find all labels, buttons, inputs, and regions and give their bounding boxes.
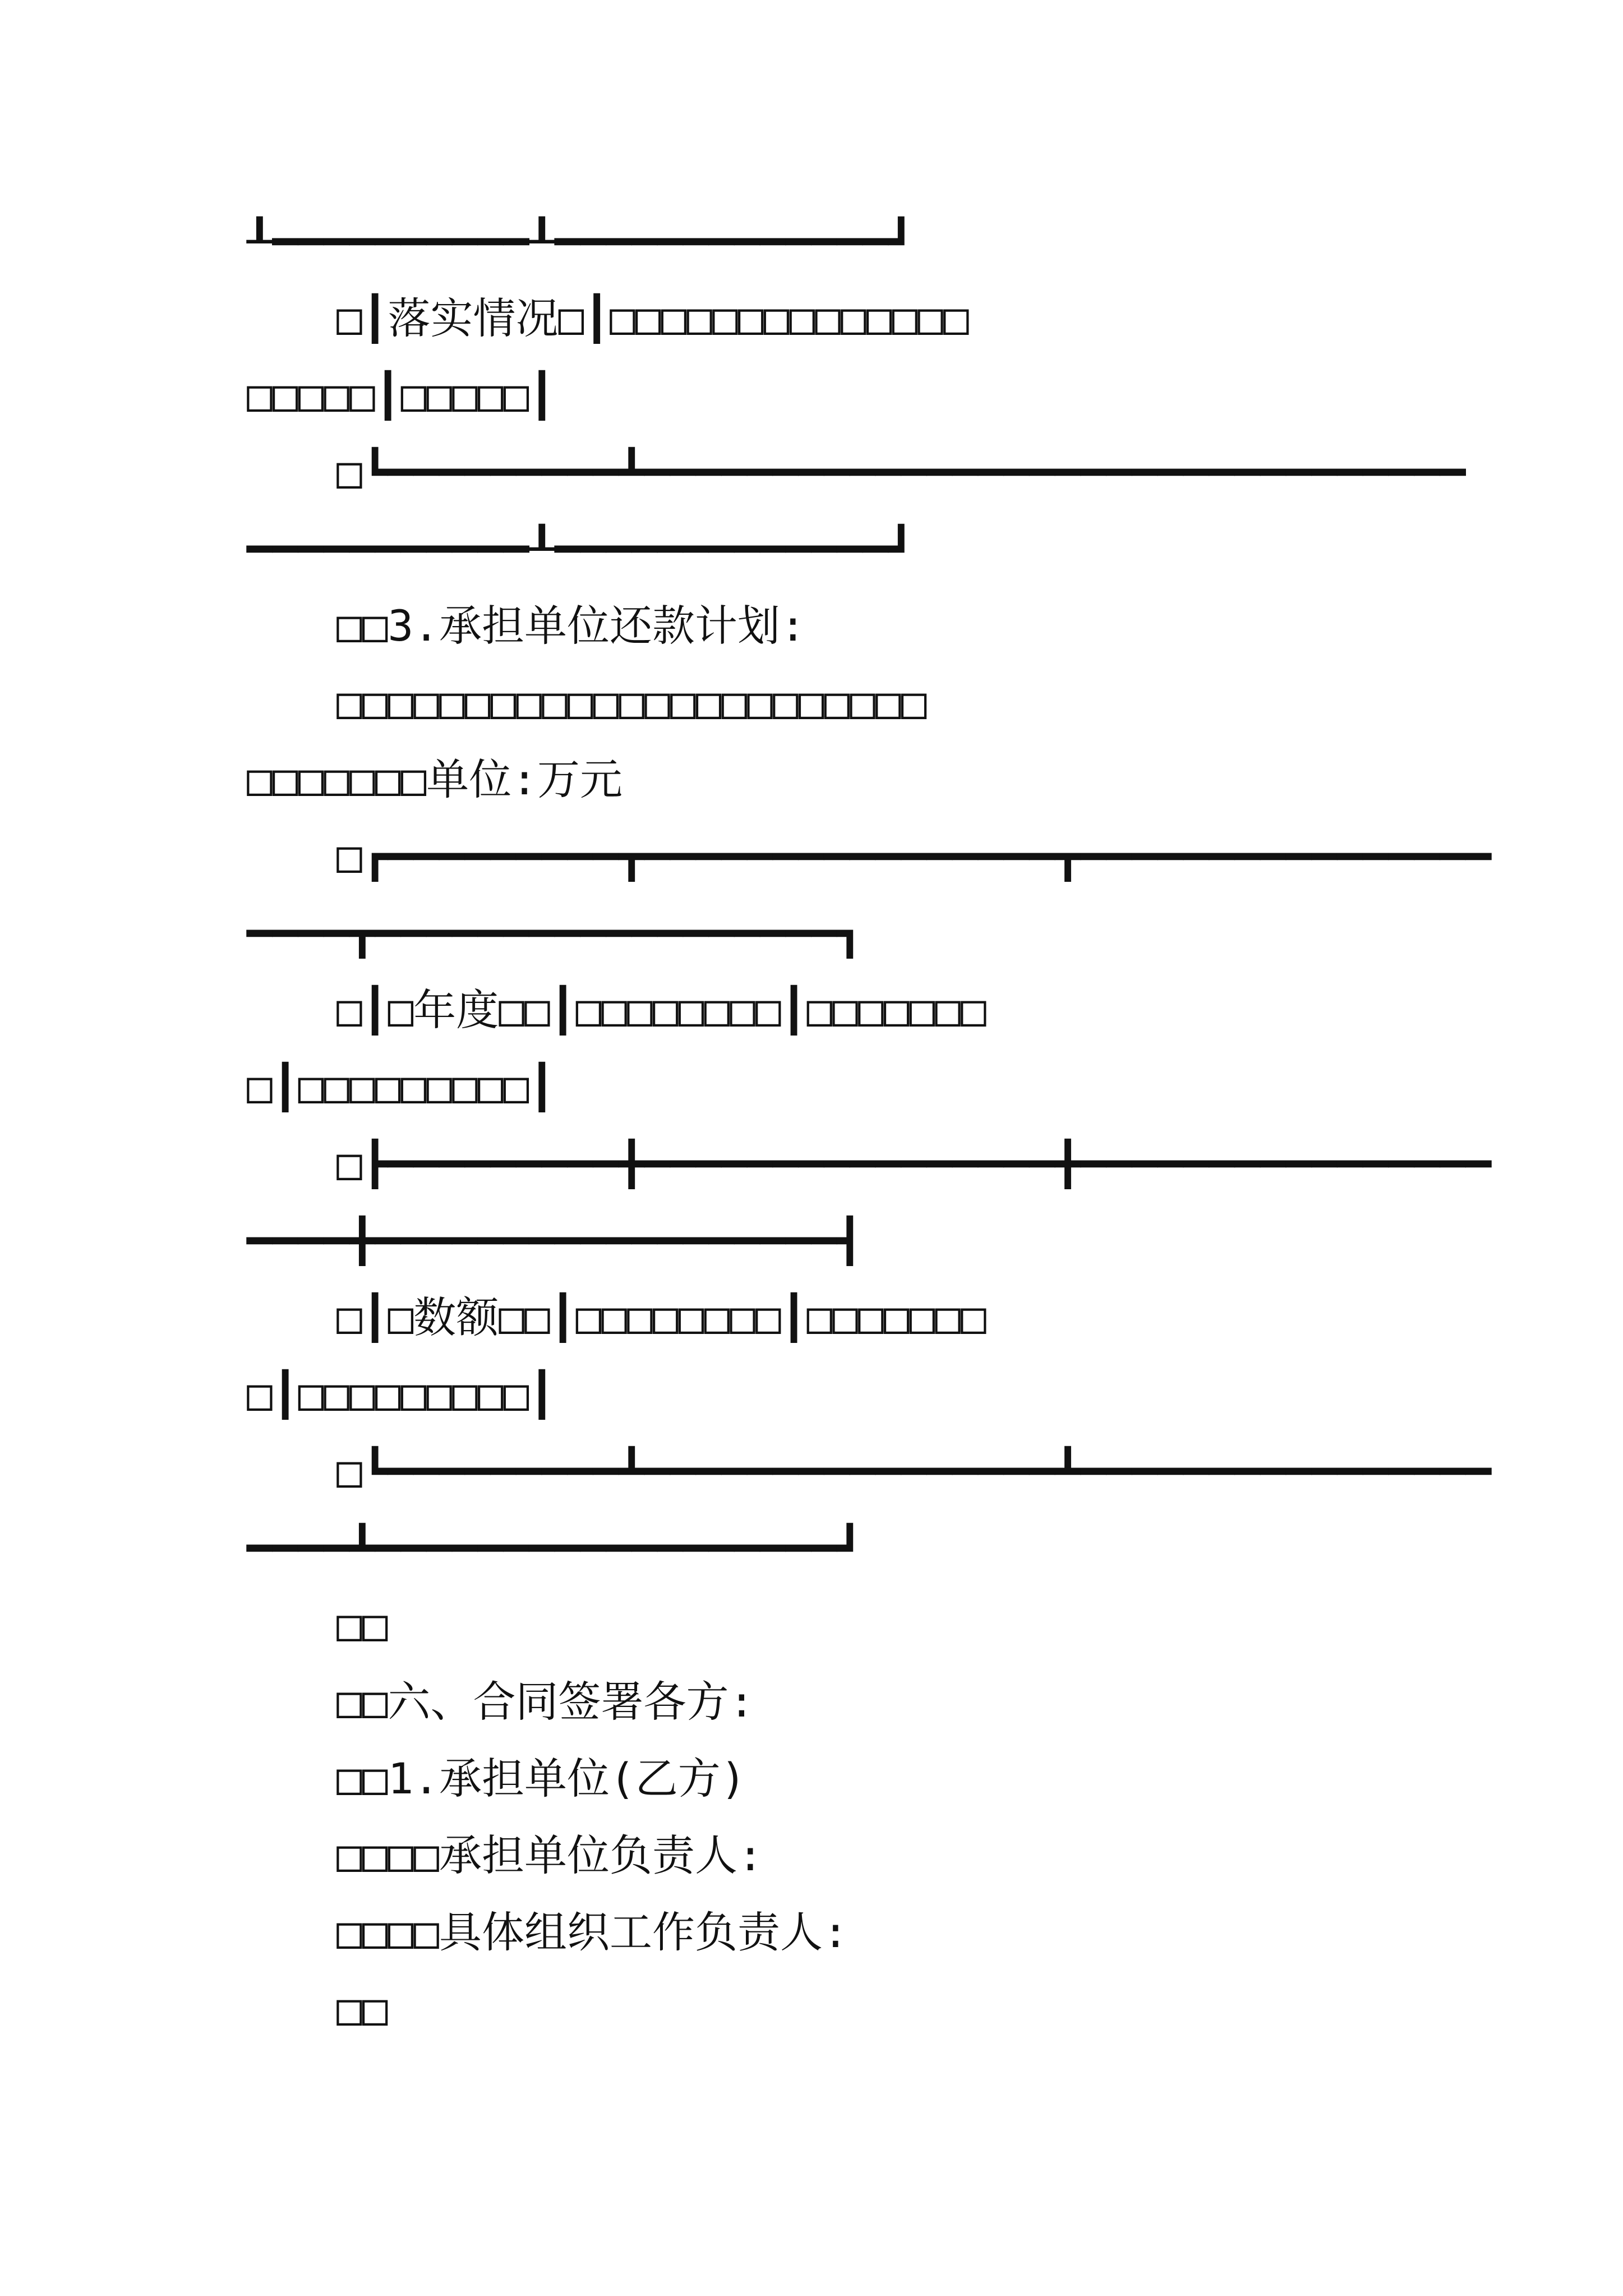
- table-border-line: □┏━━━━━━━━━┳━━━━━━━━━━━━━━━━┳━━━━━━━━━━━━━━━━: [336, 831, 1492, 881]
- paragraph-line: □□1.承担单位(乙方): [336, 1754, 746, 1803]
- table-row-text: □┃□数额□□┃□□□□□□□□┃□□□□□□□: [336, 1292, 986, 1342]
- paragraph-line: □□: [336, 1984, 388, 2034]
- paragraph-line: □□□□承担单位负责人:: [336, 1830, 763, 1880]
- paragraph-line: □□: [336, 1600, 388, 1650]
- table-border-line: ━━━━┻━━━━━━━━━━━━━━━━━━┛: [247, 1523, 863, 1573]
- table-border-line: ┸━━━━━━━━━━┸━━━━━━━━━━━━━┛: [247, 217, 914, 266]
- table-border-line: □┣━━━━━━━━━╋━━━━━━━━━━━━━━━━╋━━━━━━━━━━━━━━━━: [336, 1139, 1492, 1189]
- table-border-line: □┗━━━━━━━━━┻━━━━━━━━━━━━━━━━━━━━━━━━━━━━━━━━: [336, 447, 1466, 497]
- paragraph-line: □□□□具体组织工作负责人:: [336, 1907, 849, 1957]
- table-row-text: □┃□□□□□□□□□┃: [247, 1062, 555, 1112]
- section-heading: □□六、合同签署各方:: [336, 1677, 755, 1727]
- table-row-text: □□□□□┃□□□□□┃: [247, 370, 555, 420]
- paragraph-line: □□□□□□□□□□□□□□□□□□□□□□□: [336, 678, 927, 728]
- table-border-line: ━━━━╋━━━━━━━━━━━━━━━━━━┫: [247, 1216, 863, 1266]
- table-row-text: □┃□年度□□┃□□□□□□□□┃□□□□□□□: [336, 985, 986, 1035]
- table-border-line: □┗━━━━━━━━━┻━━━━━━━━━━━━━━━━┻━━━━━━━━━━━━━━━━: [336, 1446, 1492, 1496]
- unit-label-line: □□□□□□□单位:万元: [247, 754, 623, 804]
- table-border-line: ━━━━━━━━━━━┸━━━━━━━━━━━━━┛: [247, 524, 914, 574]
- table-row-text: □┃□□□□□□□□□┃: [247, 1369, 555, 1419]
- table-border-line: ━━━━┳━━━━━━━━━━━━━━━━━━┓: [247, 908, 863, 958]
- section-heading: □□3.承担单位还款计划:: [336, 601, 806, 651]
- table-row-text: □┃落实情况□┃□□□□□□□□□□□□□□: [336, 293, 969, 343]
